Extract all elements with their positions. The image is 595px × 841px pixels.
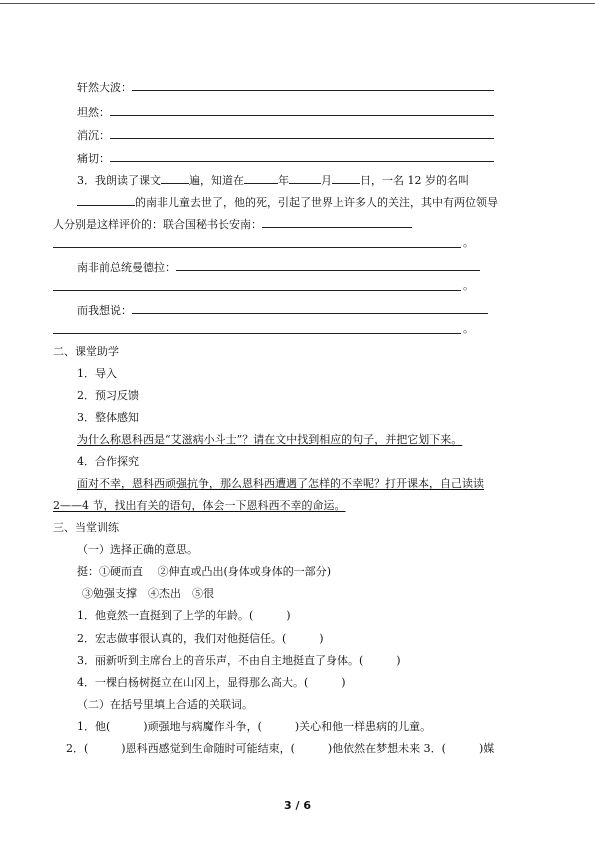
header-rule [0, 3, 595, 4]
answer-blank[interactable] [289, 172, 321, 184]
answer-rule[interactable] [53, 247, 461, 248]
list-item: 3．整体感知 [77, 411, 139, 424]
answer-blank[interactable] [132, 302, 488, 314]
answer-blank[interactable] [262, 216, 412, 228]
section-title: 三、当堂训练 [53, 521, 119, 534]
choice-question[interactable]: 4．一棵白杨树挺立在山冈上，显得那么高大。( ) [77, 676, 346, 689]
choice-question[interactable]: 1．他竟然一直挺到了上学的年龄。( ) [77, 609, 291, 622]
choice-question[interactable]: 2．宏志做事很认真的，我们对他挺信任。( ) [77, 632, 324, 645]
answer-rule[interactable] [53, 333, 461, 334]
answer-rule[interactable] [53, 290, 461, 291]
vocab-term: 轩然大波： [77, 81, 132, 94]
vocab-term: 坦然： [77, 106, 110, 119]
vocab-line-4 [77, 150, 494, 166]
page-number: 3 / 6 [284, 799, 311, 812]
list-item: 4．合作探究 [77, 455, 139, 468]
q3-mandela: 南非前总统曼德拉： [77, 259, 480, 275]
definition-line: ③勉强支撑 ④杰出 ⑤很 [82, 587, 214, 600]
answer-blank[interactable] [332, 172, 360, 184]
vocab-line-3 [77, 127, 494, 143]
definition-line: 挺：①硬而直 ②伸直或凸出(身体或身体的一部分) [77, 565, 332, 578]
q3-line-2: 的南非儿童去世了，他的死，引起了世界上许多人的关注，其中有两位领导 [77, 194, 498, 210]
answer-blank[interactable] [176, 259, 480, 271]
task-prompt: 面对不幸，恩科西顽强抗争，那么恩科西遭遇了怎样的不幸呢？打开课本，自己读读 [77, 477, 484, 490]
fill-question[interactable]: 2．( )恩科西感觉到生命随时可能结束，( )他依然在梦想未来 3．( )媒 [66, 742, 495, 755]
fill-question[interactable]: 1．他( )顽强地与病魔作斗争，( )关心和他一样患病的儿童。 [77, 720, 432, 733]
q3-line-3: 人分别是这样评价的：联合国秘书长安南： [53, 216, 412, 232]
list-item: 2．预习反馈 [77, 389, 139, 402]
choice-question[interactable]: 3．丽新听到主席台上的音乐声，不由自主地挺直了身体。( ) [77, 654, 401, 667]
task-prompt: 为什么称恩科西是“艾滋病小斗士”？请在文中找到相应的句子，并把它划下来。 [77, 433, 463, 446]
subsection-title: （一）选择正确的意思。 [77, 543, 198, 556]
section-title: 二、课堂助学 [53, 345, 119, 358]
task-prompt: 2——4 节，找出有关的语句，体会一下恩科西不幸的命运。 [53, 499, 346, 512]
vocab-term: 痛切： [77, 152, 110, 165]
q3-mine: 而我想说： [77, 302, 488, 318]
answer-blank[interactable] [244, 172, 278, 184]
period: 。 [463, 322, 474, 335]
subsection-title: （二）在括号里填上合适的关联词。 [77, 698, 253, 711]
q3-line-1: 3．我朗读了课文 遍，知道在 年 月 日，一名 12 岁的名叫 [77, 174, 469, 187]
period: 。 [463, 279, 474, 292]
answer-blank[interactable] [110, 127, 494, 139]
period: 。 [463, 236, 474, 249]
vocab-line-2 [77, 104, 494, 120]
vocab-line-1 [77, 79, 494, 95]
vocab-term: 消沉： [77, 129, 110, 142]
answer-blank[interactable] [110, 150, 494, 162]
answer-blank[interactable] [77, 194, 135, 206]
answer-blank[interactable] [110, 104, 494, 116]
answer-blank[interactable] [161, 172, 189, 184]
list-item: 1．导入 [77, 367, 117, 380]
answer-blank[interactable] [132, 79, 494, 91]
